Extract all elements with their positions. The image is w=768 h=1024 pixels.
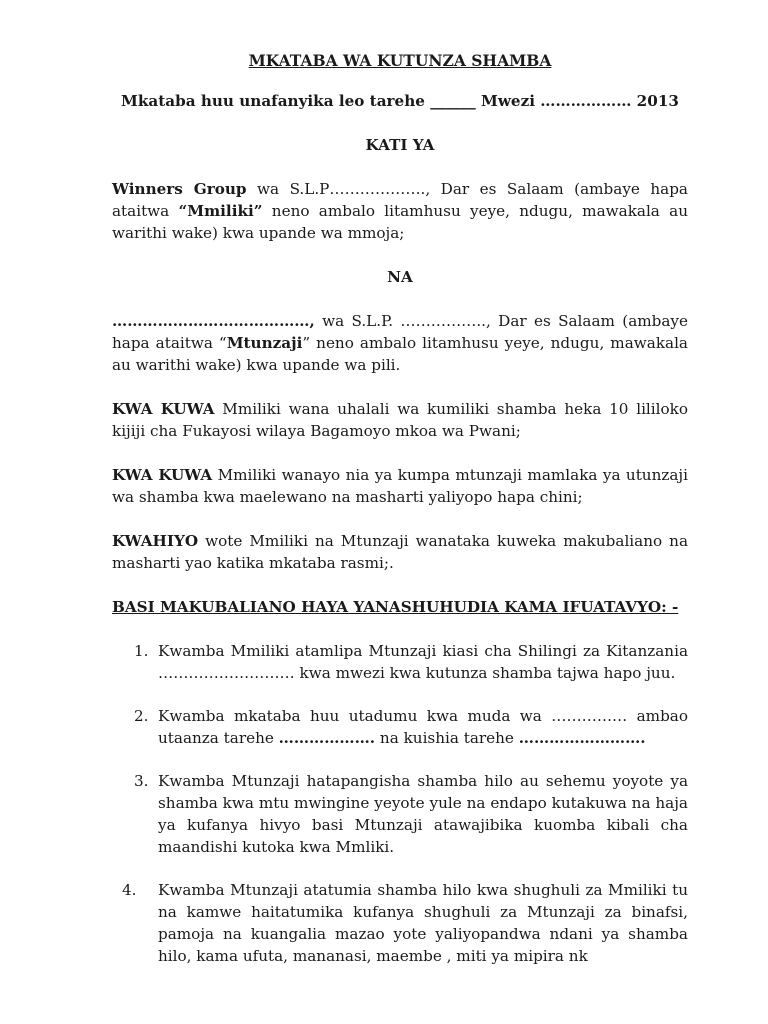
party-caretaker-paragraph xyxy=(112,310,688,376)
document-title: MKATABA WA KUTUNZA SHAMBA xyxy=(248,51,552,70)
party-owner-paragraph xyxy=(112,178,688,244)
recital-1-lead: KWA KUWA xyxy=(112,400,215,418)
recital-1-text: Mmiliki wana uhalali wa kumiliki shamba heka 10 lililoko kijiji cha Fukayosi wilaya Bagamoyo mkoa wa Pwani; xyxy=(112,400,688,440)
contract-document xyxy=(112,50,688,988)
clause-2-number: 2. xyxy=(134,707,149,725)
clause-3-text: Kwamba Mtunzaji hatapangisha shamba hilo au sehemu yoyote ya shamba kwa mtu mwingine yeyote yule na endapo kutakuwa na haja ya kufanya hivyo basi Mtunzaji atawajibika kuomba kibali cha maandishi kutoka kwa Mmliki. xyxy=(158,772,688,856)
clause-1-number: 1. xyxy=(134,642,149,660)
between-heading: KATI YA xyxy=(365,136,435,154)
recital-3-text: wote Mmiliki na Mtunzaji wanataka kuweka makubaliano na masharti yao katika mkataba rasmi;. xyxy=(112,532,688,572)
recital-3 xyxy=(112,530,688,574)
recital-2-lead: KWA KUWA xyxy=(112,466,213,484)
recital-3-lead: KWAHIYO xyxy=(112,532,199,550)
caretaker-text-1: wa S.L.P. …………….., Dar es Salaam (ambaye hapa ataitwa “ xyxy=(112,312,688,352)
clause-2-blank-1: ………………. xyxy=(278,729,376,747)
clause-2-blank-2: ……………………. xyxy=(518,729,646,747)
agreement-heading: BASI MAKUBALIANO HAYA YANASHUHUDIA KAMA IFUATAVYO: - xyxy=(112,598,679,616)
owner-text-2: neno ambalo litamhusu yeye, ndugu, mawakala au warithi wake) kwa upande wa mmoja; xyxy=(112,202,688,242)
date-line: Mkataba huu unafanyika leo tarehe ______ Mwezi ……………… 2013 xyxy=(121,92,679,110)
owner-text-1: wa S.L.P………………., Dar es Salaam (ambaye hapa ataitwa xyxy=(112,180,688,220)
clause-1 xyxy=(112,640,688,684)
caretaker-name-blank: …………………………………, xyxy=(112,312,315,330)
clause-3-number: 3. xyxy=(134,772,149,790)
clause-list xyxy=(112,640,688,967)
clause-2-text-2: na kuishia tarehe xyxy=(375,729,519,747)
clause-4 xyxy=(112,879,688,967)
clause-3 xyxy=(112,770,688,858)
clause-4-text: Kwamba Mtunzaji atatumia shamba hilo kwa shughuli za Mmiliki tu na kamwe haitatumika kufanya shughuli za Mtunzaji za binafsi, pamoja na kuangalia mazao yote yaliyopandwa ndani ya shamba hilo, kama ufuta, mananasi, maembe , miti ya mipira nk xyxy=(158,881,688,965)
recital-1 xyxy=(112,398,688,442)
caretaker-role: Mtunzaji xyxy=(226,334,303,352)
clause-1-text: Kwamba Mmiliki atamlipa Mtunzaji kiasi cha Shilingi za Kitanzania ……………………… kwa mwezi kwa kutunza shamba tajwa hapo juu. xyxy=(158,642,688,682)
owner-role: “Mmiliki” xyxy=(178,202,263,220)
clause-2 xyxy=(112,705,688,749)
owner-name: Winners Group xyxy=(112,180,247,198)
recital-2-text: Mmiliki wanayo nia ya kumpa mtunzaji mamlaka ya utunzaji wa shamba kwa maelewano na masharti yaliyopo hapa chini; xyxy=(112,466,688,506)
and-heading: NA xyxy=(387,268,413,286)
caretaker-text-2: ” neno ambalo litamhusu yeye, ndugu, mawakala au warithi wake) kwa upande wa pili. xyxy=(112,334,688,374)
clause-2-text-1: Kwamba mkataba huu utadumu kwa muda wa …………… ambao utaanza tarehe xyxy=(158,707,688,747)
clause-4-number: 4. xyxy=(122,881,137,899)
recital-2 xyxy=(112,464,688,508)
